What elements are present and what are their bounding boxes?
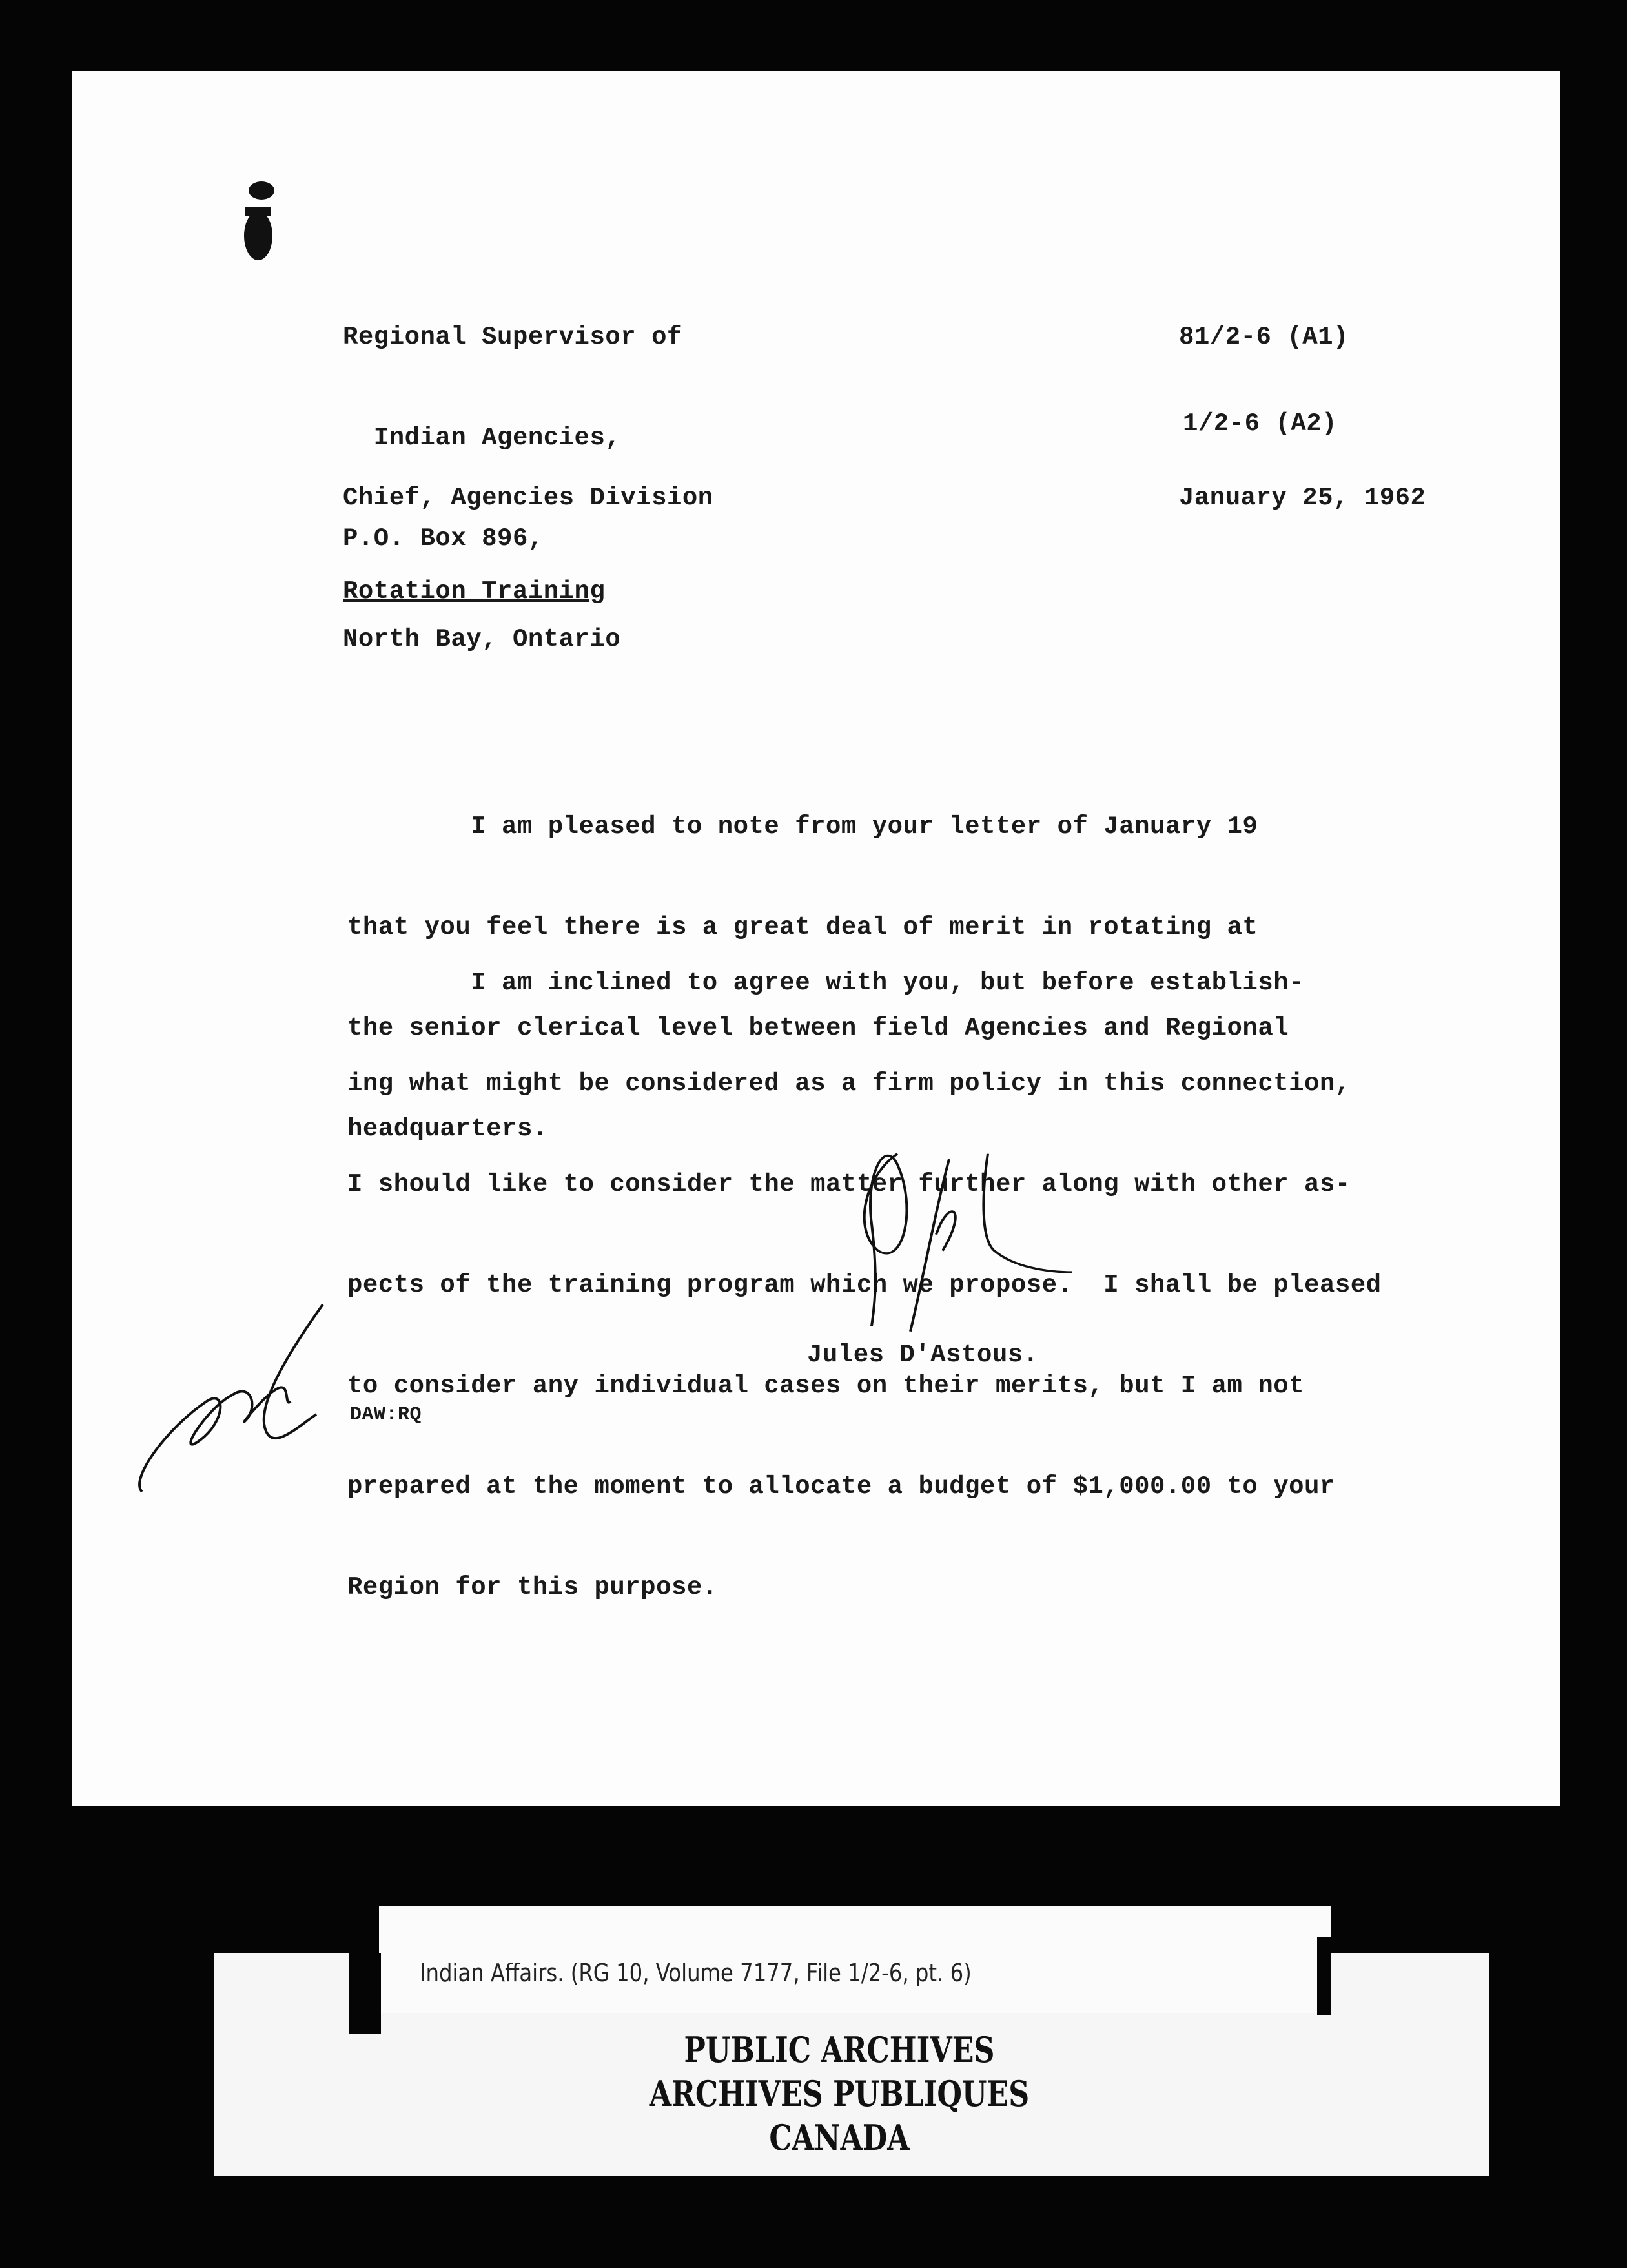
text-line: Region for this purpose. [347,1573,718,1602]
recipient: Chief, Agencies Division [343,484,713,512]
signatory-name: Jules D'Astous. [807,1341,1039,1369]
text-line: headquarters. [347,1115,548,1143]
address-line: North Bay, Ontario [343,625,621,654]
text-line: pects of the training program which we propose. I shall be pleased [347,1271,1382,1299]
text-line: I am pleased to note from your letter of January 19 [347,812,1258,841]
stamp-line: PUBLIC ARCHIVES [684,2029,995,2070]
typist-initials: DAW:RQ [350,1404,422,1426]
subject-line: Rotation Training [343,577,606,606]
text-line: that you feel there is a great deal of merit in rotating at [347,913,1258,942]
handwritten-initials [129,1298,342,1498]
text-line: the senior clerical level between field Agencies and Regional [347,1014,1289,1042]
label-edge [349,1953,381,2034]
archives-stamp [522,2028,1157,2160]
address-line: P.O. Box 896, [343,524,544,553]
text-line: to consider any individual cases on their merits, but I am not [347,1372,1305,1400]
text-line: I should like to consider the matter further along with other as- [347,1170,1351,1199]
file-reference-2: 1/2-6 (A2) [1183,409,1338,438]
address-line: Indian Agencies, [343,424,621,452]
address-line: Regional Supervisor of [343,323,682,351]
file-reference-1: 81/2-6 (A1) [1179,323,1349,351]
archive-reference: Indian Affairs. (RG 10, Volume 7177, File 1/2-6, pt. 6) [420,1959,972,1987]
ink-blot-icon [232,174,291,265]
text-line: ing what might be considered as a firm policy in this connection, [347,1069,1351,1098]
handwritten-signature [839,1143,1085,1337]
text-line: I am inclined to agree with you, but before establish- [347,969,1305,997]
label-edge [1317,1937,1331,2015]
letter-date: January 25, 1962 [1179,484,1426,512]
text-line: prepared at the moment to allocate a budget of $1,000.00 to your [347,1472,1335,1501]
stamp-line: ARCHIVES PUBLIQUES [649,2073,1030,2114]
stamp-line: CANADA [769,2117,910,2158]
